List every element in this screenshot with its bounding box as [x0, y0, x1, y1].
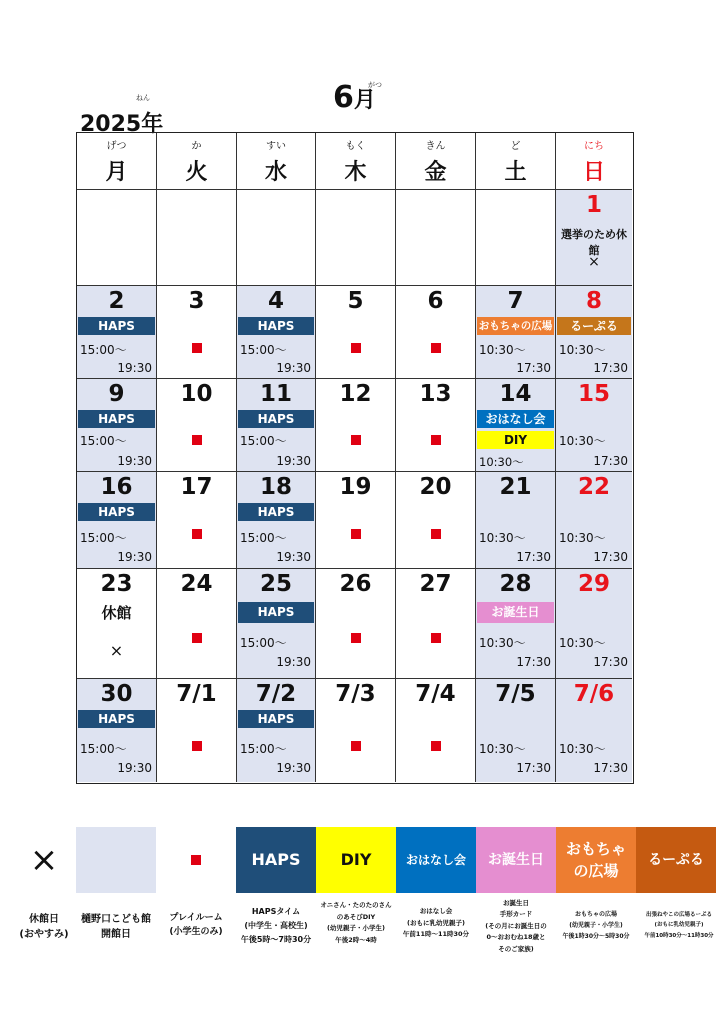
caption-line: 樋野口こども館 — [81, 914, 151, 925]
day-cell-jul-3 — [316, 679, 396, 782]
day-number: 30 — [100, 681, 133, 707]
closed-cross-icon: × — [588, 254, 600, 270]
day-number: 29 — [577, 571, 610, 597]
caption-line: 出張ねやこの広場るーぷる — [646, 912, 712, 918]
caption-line: 開館日 — [101, 929, 131, 940]
weekday-fri — [396, 133, 476, 190]
caption-line: プレイルーム — [169, 913, 223, 923]
legend-closed — [4, 827, 84, 893]
caption-line: 午後2時～4時 — [335, 936, 377, 945]
day-cell-jul-2 — [237, 679, 316, 782]
day-cell-5 — [316, 286, 396, 379]
month-title — [333, 80, 376, 115]
caption-tanjo — [476, 898, 556, 955]
day-number: 28 — [499, 571, 532, 597]
end-time: 17:30 — [516, 361, 551, 375]
day-number: 14 — [499, 381, 532, 407]
day-number: 12 — [339, 381, 372, 407]
weekday-ruby: すい — [266, 141, 286, 152]
day-number: 23 — [100, 571, 133, 597]
caption-line: お誕生日 — [503, 899, 529, 907]
playroom-square-icon — [431, 741, 441, 751]
playroom-square-icon — [192, 633, 202, 643]
weekday-ruby: きん — [425, 141, 446, 152]
day-cell-jul-5 — [476, 679, 556, 782]
playroom-square-icon — [192, 741, 202, 751]
start-time: 10:30～ — [559, 343, 606, 357]
weekday-label: 土 — [504, 160, 527, 185]
day-cell-19 — [316, 472, 396, 569]
weekday-mon — [77, 133, 157, 190]
day-number: 7/3 — [335, 681, 376, 707]
omocha-event-bar: おもちゃの広場 — [477, 317, 554, 335]
weekday-label: 月 — [105, 160, 128, 185]
end-time: 19:30 — [276, 550, 311, 564]
weekday-label: 水 — [264, 160, 287, 185]
day-number: 7/2 — [255, 681, 297, 707]
day-cell-4 — [237, 286, 316, 379]
day-cell-20 — [396, 472, 476, 569]
year-label: 2025年 — [80, 112, 164, 137]
weekday-thu — [316, 133, 396, 190]
start-time: 10:30～ — [479, 531, 526, 545]
day-number: 20 — [419, 474, 452, 500]
day-cell-7 — [476, 286, 556, 379]
day-cell-empty — [157, 190, 237, 286]
day-number: 25 — [259, 571, 292, 597]
day-number: 7/6 — [573, 681, 615, 707]
haps-event-bar: HAPS — [238, 503, 314, 521]
weekday-ruby: ど — [510, 141, 521, 152]
day-cell-2 — [77, 286, 157, 379]
day-number: 18 — [259, 474, 292, 500]
day-cell-12 — [316, 379, 396, 472]
caption-line: (その月にお誕生日の — [485, 921, 547, 930]
day-number: 16 — [100, 474, 133, 500]
rupuru-event-bar: るーぷる — [557, 317, 631, 335]
playroom-square-icon — [191, 855, 201, 865]
day-cell-28 — [476, 569, 556, 679]
legend-tanjo: お誕生日 — [476, 827, 556, 893]
caption-closed — [4, 912, 84, 942]
playroom-square-icon — [351, 633, 361, 643]
end-time: 17:30 — [516, 655, 551, 669]
day-number: 11 — [259, 381, 292, 407]
start-time: 15:00～ — [240, 343, 287, 357]
caption-line: おもちゃの広場 — [574, 911, 617, 918]
day-cell-21 — [476, 472, 556, 569]
year-ruby: ねん — [136, 94, 150, 102]
end-time: 17:30 — [516, 761, 551, 775]
weekday-ruby: げつ — [106, 141, 127, 152]
start-time: 15:00～ — [240, 636, 287, 650]
haps-event-bar: HAPS — [238, 710, 314, 728]
legend-omocha — [556, 827, 636, 893]
diy-event-bar: DIY — [477, 431, 554, 449]
caption-line: (おやすみ) — [19, 929, 69, 940]
day-cell-23 — [77, 569, 157, 679]
day-number: 9 — [108, 381, 125, 407]
day-cell-16 — [77, 472, 157, 569]
day-cell-26 — [316, 569, 396, 679]
closed-cross-icon: × — [29, 840, 59, 880]
day-cell-29 — [556, 569, 632, 679]
playroom-square-icon — [192, 529, 202, 539]
day-cell-empty — [476, 190, 556, 286]
playroom-square-icon — [351, 741, 361, 751]
day-number: 7/5 — [495, 681, 536, 707]
day-cell-22 — [556, 472, 632, 569]
day-number: 15 — [577, 381, 610, 407]
day-cell-30 — [77, 679, 157, 782]
closed-note: 選挙のため休館 — [561, 228, 627, 257]
end-time: 17:30 — [593, 454, 628, 468]
time-range: 10:30～ — [479, 455, 524, 469]
day-cell-14 — [476, 379, 556, 472]
weekday-sat — [476, 133, 556, 190]
caption-diy — [316, 900, 396, 947]
day-cell-6 — [396, 286, 476, 379]
weekday-sun — [556, 133, 632, 190]
legend-omocha-line2: の広場 — [573, 862, 619, 880]
start-time: 15:00～ — [80, 531, 127, 545]
day-number: 24 — [180, 571, 213, 597]
day-number: 13 — [419, 381, 452, 407]
day-cell-15 — [556, 379, 632, 472]
day-cell-18 — [237, 472, 316, 569]
caption-rupuru — [636, 910, 722, 941]
end-time: 19:30 — [276, 361, 311, 375]
playroom-square-icon — [351, 435, 361, 445]
playroom-square-icon — [431, 633, 441, 643]
day-cell-11 — [237, 379, 316, 472]
day-number: 22 — [577, 474, 610, 500]
day-cell-1 — [556, 190, 632, 286]
end-time: 19:30 — [117, 361, 152, 375]
weekday-label: 火 — [185, 160, 208, 185]
day-cell-24 — [157, 569, 237, 679]
caption-haps — [236, 905, 316, 947]
haps-event-bar: HAPS — [78, 710, 155, 728]
caption-omocha — [556, 910, 636, 942]
end-time: 17:30 — [593, 655, 628, 669]
end-time: 19:30 — [117, 454, 152, 468]
playroom-square-icon — [351, 343, 361, 353]
weekday-ruby: か — [191, 141, 202, 152]
caption-line: 休館日 — [29, 914, 59, 925]
closed-note: 休館 — [101, 604, 132, 622]
haps-event-bar: HAPS — [238, 602, 314, 623]
start-time: 10:30～ — [479, 636, 526, 650]
caption-line: (幼児親子・小学生) — [327, 924, 385, 933]
day-cell-jul-6 — [556, 679, 632, 782]
playroom-square-icon — [351, 529, 361, 539]
start-time: 10:30～ — [559, 742, 606, 756]
end-time: 19:30 — [276, 761, 311, 775]
day-cell-27 — [396, 569, 476, 679]
tanjo-event-bar: お誕生日 — [477, 602, 554, 623]
end-time: 19:30 — [117, 550, 152, 564]
caption-line: そのご家族) — [498, 944, 534, 953]
haps-event-bar: HAPS — [238, 317, 314, 335]
start-time: 15:00～ — [240, 434, 287, 448]
day-number: 7 — [507, 288, 524, 314]
day-number: 19 — [339, 474, 372, 500]
caption-line: HAPSタイム — [251, 907, 301, 916]
day-number: 1 — [585, 192, 602, 218]
caption-line: (中学生・高校生) — [244, 921, 308, 930]
month-number: 6 — [333, 80, 354, 115]
day-cell-jul-4 — [396, 679, 476, 782]
caption-line: おはなし会 — [419, 907, 453, 915]
weekday-ruby: にち — [584, 141, 604, 152]
playroom-square-icon — [431, 529, 441, 539]
day-cell-13 — [396, 379, 476, 472]
day-cell-3 — [157, 286, 237, 379]
caption-ohanashi — [396, 906, 476, 941]
day-number: 17 — [180, 474, 213, 500]
start-time: 10:30～ — [559, 434, 606, 448]
day-cell-empty — [77, 190, 157, 286]
calendar-grid — [76, 132, 634, 784]
caption-line: 午後1時30分～5時30分 — [562, 932, 630, 940]
haps-event-bar: HAPS — [78, 503, 155, 521]
legend-playroom — [156, 827, 236, 893]
day-number: 4 — [267, 288, 284, 314]
weekday-label: 木 — [344, 160, 367, 185]
day-number: 27 — [419, 571, 452, 597]
weekday-label: 金 — [424, 160, 447, 185]
legend-diy: DIY — [316, 827, 396, 893]
day-number: 8 — [585, 288, 602, 314]
day-number: 10 — [180, 381, 213, 407]
playroom-square-icon — [192, 435, 202, 445]
caption-line: オニさん・たのたのさん — [320, 901, 392, 909]
day-cell-jul-1 — [157, 679, 237, 782]
end-time: 17:30 — [593, 761, 628, 775]
start-time: 10:30～ — [559, 531, 606, 545]
day-number: 6 — [427, 288, 444, 314]
legend-omocha-line1: おもちゃ — [565, 840, 626, 858]
haps-event-bar: HAPS — [78, 410, 155, 428]
caption-line: 午後5時～7時30分 — [240, 935, 312, 944]
legend-haps: HAPS — [236, 827, 316, 893]
weekday-label: 日 — [582, 160, 605, 185]
start-time: 15:00～ — [240, 531, 287, 545]
end-time: 17:30 — [593, 550, 628, 564]
start-time: 10:30～ — [479, 742, 526, 756]
day-number: 7/4 — [415, 681, 456, 707]
haps-event-bar: HAPS — [238, 410, 314, 428]
caption-open-day — [76, 912, 156, 942]
start-time: 10:30～ — [559, 636, 606, 650]
end-time: 19:30 — [276, 454, 311, 468]
end-time: 17:30 — [593, 361, 628, 375]
legend-rupuru: るーぷる — [636, 827, 716, 893]
day-cell-25 — [237, 569, 316, 679]
haps-event-bar: HAPS — [78, 317, 155, 335]
end-time: 17:30 — [516, 550, 551, 564]
caption-playroom — [156, 912, 236, 939]
caption-line: (おもに乳幼児親子) — [654, 922, 704, 929]
legend-open-day — [76, 827, 156, 893]
start-time: 15:00～ — [240, 742, 287, 756]
weekday-tue — [157, 133, 237, 190]
caption-line: 午前11時～11時30分 — [402, 930, 470, 939]
day-cell-empty — [396, 190, 476, 286]
caption-line: 手形カード — [499, 910, 533, 919]
playroom-square-icon — [431, 435, 441, 445]
legend-ohanashi: おはなし会 — [396, 827, 476, 893]
day-cell-empty — [237, 190, 316, 286]
start-time: 10:30～ — [479, 343, 526, 357]
day-number: 7/1 — [176, 681, 217, 707]
day-number: 5 — [347, 288, 364, 314]
caption-line: (おもに乳幼児親子) — [407, 918, 465, 927]
start-time: 15:00～ — [80, 343, 127, 357]
caption-line: 0～おおむね18歳と — [486, 933, 546, 942]
end-time: 19:30 — [276, 655, 311, 669]
caption-line: (幼児親子・小学生) — [569, 921, 623, 929]
day-cell-empty — [316, 190, 396, 286]
playroom-square-icon — [431, 343, 441, 353]
day-cell-10 — [157, 379, 237, 472]
day-cell-9 — [77, 379, 157, 472]
weekday-ruby: もく — [345, 141, 366, 152]
start-time: 15:00～ — [80, 742, 127, 756]
day-cell-8 — [556, 286, 632, 379]
month-kanji: 月 — [353, 88, 376, 113]
day-cell-17 — [157, 472, 237, 569]
weekday-wed — [237, 133, 316, 190]
day-number: 3 — [188, 288, 205, 314]
month-ruby: がつ — [368, 81, 382, 89]
caption-line: のあそびDIY — [336, 912, 376, 921]
ohanashi-event-bar: おはなし会 — [477, 410, 554, 428]
closed-cross-icon: × — [109, 641, 124, 660]
day-number: 2 — [108, 288, 125, 314]
day-number: 26 — [339, 571, 372, 597]
caption-line: (小学生のみ) — [169, 926, 223, 937]
start-time: 15:00～ — [80, 434, 127, 448]
playroom-square-icon — [192, 343, 202, 353]
end-time: 19:30 — [117, 761, 152, 775]
caption-line: 午前10時30分～11時30分 — [644, 932, 714, 939]
day-number: 21 — [499, 474, 532, 500]
